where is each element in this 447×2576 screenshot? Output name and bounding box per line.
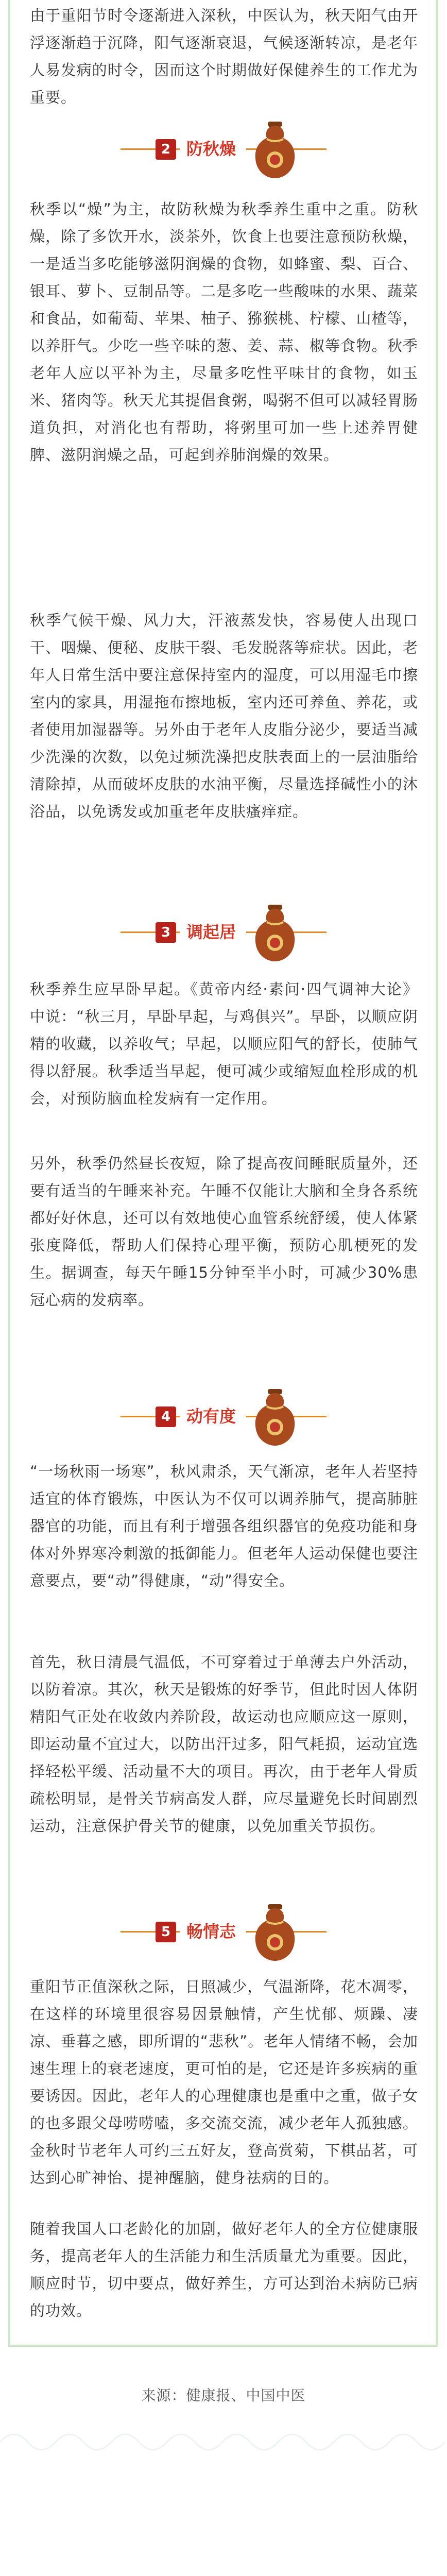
section-header-fangqiuzao: [121, 118, 326, 180]
section-title: 动有度: [180, 1403, 246, 1429]
gourd-icon: [244, 902, 306, 963]
section-number-badge: 3: [156, 922, 176, 943]
source-credit: 来源：健康报、中国中医: [141, 2387, 306, 2404]
section-header-dongyoudu: [121, 1386, 326, 1448]
paragraph: 首先，秋日清晨气温低，不可穿着过于单薄去户外活动，以防着凉。其次，秋天是锻炼的好季节，但此时因人体阴精阳气正处在收敛内养阶段，故运动也应顺应这一原则，即运动量不宜过大，以防出汗过多，阳气耗损，运动宜选择轻松平缓、活动量不大的项目。再次，由于老年人骨质疏松明显，是骨关节病高发人群，应尽量避免长时间剧烈运动，注意保护骨关节的健康，以免加重关节损伤。: [30, 1653, 418, 1835]
paragraph: 秋季气候干燥、风力大，汗液蒸发快，容易使人出现口干、咽燥、便秘、皮肤干裂、毛发脱落等症状。因此，老年人日常生活中要注意保持室内的湿度，可以用湿毛巾擦室内的家具，用湿拖布擦地板，室内还可养鱼、养花，或者使用加湿器等。另外由于老年人皮脂分泌少，要适当减少洗澡的次数，以免过频洗澡把皮肤表面上的一层油脂给清除掉，从而破坏皮肤的水油平衡，尽量选择碱性小的沐浴品，以免诱发或加重老年皮肤瘙痒症。: [30, 612, 418, 820]
paragraph: 秋季以“燥”为主，故防秋燥为秋季养生重中之重。防秋燥，除了多饮开水，淡茶外，饮食上也要注意预防秋燥，一是适当多吃能够滋阴润燥的食物，如蜂蜜、梨、百合、银耳、萝卜、豆制品等。二是多吃一些酸味的水果、蔬菜和食品，如葡萄、苹果、柚子、猕猴桃、柠檬、山楂等，以养肝气。少吃一些辛味的葱、姜、蒜、椒等食物。秋季老年人应以平补为主，尽量多吃性平味甘的食物，如玉米、猪肉等。秋天尤其提倡食粥，喝粥不但可以减轻胃肠道负担，对消化也有帮助，将粥里可加一些上述养胃健脾、滋阴润燥之品，可起到养肺润燥的效果。: [30, 200, 418, 464]
paragraph: “一场秋雨一场寒”，秋风肃杀，天气渐凉，老年人若坚持适宜的体育锻炼，中医认为不仅可以调养肺气，提高肺脏器官的功能，而且有利于增强各组织器官的免疫功能和身体对外界寒冷刺激的抵御能力。但老年人运动保健也要注意要点，要“动”得健康，“动”得安全。: [30, 1463, 418, 1589]
gourd-icon: [244, 1901, 306, 1963]
section-number-badge: 4: [156, 1406, 176, 1427]
section-header-changqingzhi: [121, 1901, 326, 1963]
section-number-badge: 2: [156, 139, 176, 160]
gourd-icon: [244, 118, 306, 180]
section-title: 调起居: [180, 919, 246, 945]
gourd-icon: [244, 1386, 306, 1448]
paragraph: 重阳节正值深秋之际，日照减少，气温渐降，花木凋零，在这样的环境里很容易因景触情，产生忧郁、烦躁、凄凉、垂暮之感，即所谓的“悲秋”。老年人情绪不畅，会加速生理上的衰老速度，更可怕的是，它还是许多疾病的重要诱因。因此，老年人的心理健康也是重中之重，做子女的也多跟父母唠唠嗑，多交流交流，减少老年人孤独感。金秋时节老年人可约三五好友，登高赏菊，下棋品茗，可达到心旷神怡、提神醒脑，健身祛病的目的。: [30, 1978, 418, 2187]
section-number-badge: 5: [156, 1922, 176, 1942]
paragraph: 另外，秋季仍然昼长夜短，除了提高夜间睡眠质量外，还要有适当的午睡来补充。午睡不仅能让大脑和全身各系统都好好休息，还可以有效地使心血管系统舒缓，使人体紧张度降低，帮助人们保持心理平衡，预防心肌梗死的发生。据调查，每天午睡15分钟至半小时，可减少30%患冠心病的发病率。: [30, 1155, 418, 1309]
section-title: 畅情志: [180, 1919, 246, 1944]
section-header-tiaoqiju: [121, 902, 326, 963]
paragraph: 随着我国人口老龄化的加剧，做好老年人的全方位健康服务，提高老年人的生活能力和生活质量尤为重要。因此，顺应时节，切中要点，做好养生，方可达到治未病防已病的功效。: [30, 2220, 418, 2319]
intro-paragraph: 由于重阳节时令逐渐进入深秋，中医认为，秋天阳气由开浮逐渐趋于沉降，阳气逐渐衰退，气候逐渐转凉，是老年人易发病的时令，因而这个时期做好保健养生的工作尤为重要。: [30, 7, 418, 106]
wave-divider: [0, 2421, 447, 2463]
paragraph: 秋季养生应早卧早起。《黄帝内经·素问·四气调神大论》中说：“秋三月，早卧早起，与鸡俱兴”。早卧，以顺应阴精的收藏，以养收气；早起，以顺应阳气的舒长，使肺气得以舒展。秋季适当早起，便可减少或缩短血栓形成的机会，对预防脑血栓发病有一定作用。: [30, 980, 418, 1107]
section-title: 防秋燥: [180, 136, 246, 162]
